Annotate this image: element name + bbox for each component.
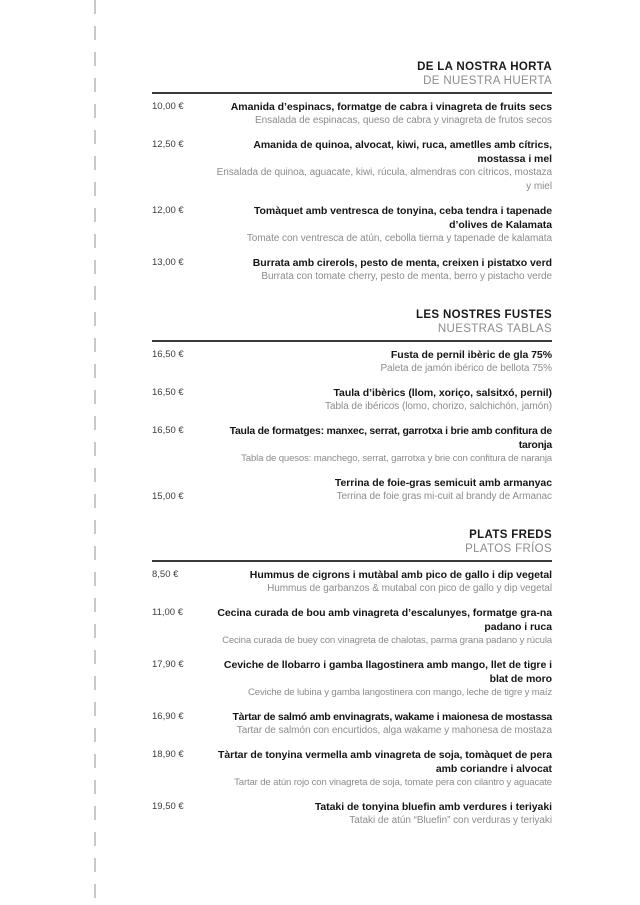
menu-item xyxy=(152,800,552,828)
menu-item xyxy=(152,256,552,284)
item-name-catalan: Amanida de quinoa, alvocat, kiwi, ruca, ametlles amb cítrics, mostassa i mel xyxy=(253,139,552,165)
item-name-catalan: Taula d’ibèrics (llom, xoriço, salsitxó, pernil) xyxy=(333,387,552,399)
item-price: 10,00 € xyxy=(152,101,184,112)
section-title-spanish: DE NUESTRA HUERTA xyxy=(423,75,552,87)
section-title-spanish: NUESTRAS TABLAS xyxy=(437,323,552,335)
item-price: 16,50 € xyxy=(152,425,184,436)
menu-item xyxy=(152,710,552,738)
item-name-spanish: Tomate con ventresca de atún, cebolla tierna y tapenade de kalamata xyxy=(246,233,552,244)
menu-item xyxy=(152,100,552,128)
section-header xyxy=(152,526,552,556)
item-body xyxy=(214,424,552,466)
item-name-catalan: Fusta de pernil ibèric de gla 75% xyxy=(390,349,552,361)
item-body xyxy=(214,606,552,648)
item-name-spanish: Terrina de foie gras mi-cuit al brandy de Armanac xyxy=(336,491,552,502)
item-name-catalan: Tataki de tonyina bluefin amb verdures i teriyaki xyxy=(314,801,552,813)
item-name-spanish: Tabla de ibéricos (lomo, chorizo, salchichón, jamón) xyxy=(325,401,552,412)
item-name-catalan: Terrina de foie-gras semicuit amb armanyac xyxy=(334,477,552,489)
section-title-spanish: PLATOS FRÍOS xyxy=(465,543,552,555)
item-name-spanish: Cecina curada de buey con vinagreta de chalotas, parma grana padano y rúcula xyxy=(222,635,552,646)
menu-section-les-nostres-fustes xyxy=(152,306,552,504)
item-name-spanish: Tartar de salmón con encurtidos, alga wakame y mahonesa de mostaza xyxy=(236,725,552,736)
item-price: 18,90 € xyxy=(152,749,184,760)
item-name-catalan: Cecina curada de bou amb vinagreta d’escalunyes, formatge gra-na padano i ruca xyxy=(217,607,552,633)
menu-item xyxy=(152,138,552,194)
item-body xyxy=(214,476,552,504)
item-body xyxy=(214,386,552,414)
item-body xyxy=(214,138,552,194)
menu-section-plats-freds xyxy=(152,526,552,828)
item-name-catalan: Tomàquet amb ventresca de tonyina, ceba tendra i tapenade d’olives de Kalamata xyxy=(253,205,552,231)
section-divider xyxy=(152,560,552,562)
item-body xyxy=(214,100,552,128)
section-items xyxy=(152,348,552,504)
menu-item xyxy=(152,204,552,246)
item-price: 16,90 € xyxy=(152,711,184,722)
item-body xyxy=(214,348,552,376)
section-header xyxy=(152,306,552,336)
item-price: 8,50 € xyxy=(152,569,179,580)
item-price: 12,00 € xyxy=(152,205,184,216)
section-title-catalan: LES NOSTRES FUSTES xyxy=(415,309,552,321)
item-price: 12,50 € xyxy=(152,139,184,150)
item-name-catalan: Hummus de cigrons i mutàbal amb pico de gallo i dip vegetal xyxy=(249,569,552,581)
item-body xyxy=(214,256,552,284)
item-name-spanish: Hummus de garbanzos & mutabal con pico de gallo y dip vegetal xyxy=(267,583,552,594)
item-body xyxy=(214,568,552,596)
section-items xyxy=(152,568,552,828)
menu-content xyxy=(152,0,552,838)
menu-item xyxy=(152,658,552,700)
item-body xyxy=(214,204,552,246)
menu-item xyxy=(152,568,552,596)
item-name-catalan: Amanida d’espinacs, formatge de cabra i vinagreta de fruits secs xyxy=(230,101,552,113)
menu-section-de-la-nostra-horta xyxy=(152,0,552,284)
item-name-catalan: Burrata amb cirerols, pesto de menta, creixen i pistatxo verd xyxy=(252,257,552,269)
menu-item xyxy=(152,424,552,466)
menu-item xyxy=(152,748,552,790)
item-name-spanish: Tartar de atún rojo con vinagreta de soja, tomate pera con cilantro y aguacate xyxy=(234,777,552,788)
menu-item xyxy=(152,476,552,504)
page-perforation-line xyxy=(94,0,96,905)
item-body xyxy=(214,800,552,828)
item-name-spanish: Tataki de atún “Bluefin” con verduras y teriyaki xyxy=(349,815,552,826)
section-items xyxy=(152,100,552,284)
item-name-catalan: Ceviche de llobarro i gamba llagostinera amb mango, llet de tigre i blat de moro xyxy=(223,659,552,685)
section-title-catalan: DE LA NOSTRA HORTA xyxy=(417,61,552,73)
item-price: 15,00 € xyxy=(152,491,184,502)
section-header xyxy=(152,58,552,88)
item-name-catalan: Taula de formatges: manxec, serrat, garrotxa i brie amb confitura de taronja xyxy=(229,425,552,451)
item-name-spanish: Ceviche de lubina y gamba langostinera con mango, leche de tigre y maíz xyxy=(248,687,552,698)
item-price: 16,50 € xyxy=(152,387,184,398)
item-price: 11,00 € xyxy=(152,607,183,618)
item-body xyxy=(214,710,552,738)
item-name-spanish: Paleta de jamón ibérico de bellota 75% xyxy=(380,363,552,374)
item-price: 17,90 € xyxy=(152,659,184,670)
item-name-spanish: Ensalada de espinacas, queso de cabra y vinagreta de frutos secos xyxy=(255,115,552,126)
item-price: 19,50 € xyxy=(152,801,184,812)
menu-item xyxy=(152,386,552,414)
item-body xyxy=(214,658,552,700)
item-name-catalan: Tàrtar de tonyina vermella amb vinagreta de soja, tomàquet de pera amb coriandre i alvocat xyxy=(218,749,552,775)
section-divider xyxy=(152,340,552,342)
item-name-spanish: Ensalada de quinoa, aguacate, kiwi, rúcula, almendras con cítricos, mostaza y miel xyxy=(216,167,552,192)
menu-item xyxy=(152,348,552,376)
item-name-spanish: Burrata con tomate cherry, pesto de menta, berro y pistacho verde xyxy=(261,271,552,282)
item-name-catalan: Tàrtar de salmó amb envinagrats, wakame i maionesa de mostassa xyxy=(232,711,552,723)
item-name-spanish: Tabla de quesos: manchego, serrat, garrotxa y brie con confitura de naranja xyxy=(241,453,552,464)
section-title-catalan: PLATS FREDS xyxy=(469,529,552,541)
item-price: 13,00 € xyxy=(152,257,184,268)
section-divider xyxy=(152,92,552,94)
item-body xyxy=(214,748,552,790)
menu-item xyxy=(152,606,552,648)
item-price: 16,50 € xyxy=(152,349,184,360)
